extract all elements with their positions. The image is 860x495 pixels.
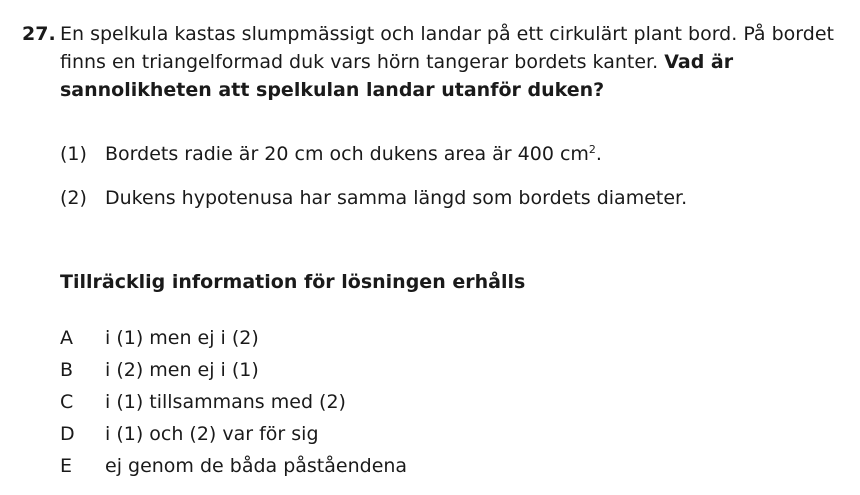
question-text-bold: Vad är sannolikheten att spelkulan landar utanför duken? (60, 51, 734, 101)
option-c[interactable] (60, 386, 407, 418)
statement-text-tail: . (595, 143, 602, 165)
statement-2 (60, 184, 687, 212)
option-text: i (1) och (2) var för sig (105, 423, 319, 445)
statement-number: (2) (60, 187, 87, 209)
question-block (22, 20, 842, 104)
statement-text (105, 140, 602, 168)
option-letter: D (60, 423, 75, 445)
question-text (60, 20, 842, 104)
option-b[interactable] (60, 354, 407, 386)
question-header (22, 20, 842, 104)
question-number: 27. (22, 23, 56, 45)
option-a[interactable] (60, 322, 407, 354)
answer-options (60, 322, 407, 482)
option-letter: C (60, 391, 74, 413)
option-text: i (1) men ej i (2) (105, 327, 259, 349)
statement-text: Dukens hypotenusa har samma längd som bordets diameter. (105, 187, 688, 209)
option-text: ej genom de båda påståendena (105, 455, 408, 477)
statements-list (60, 140, 687, 212)
option-text: i (1) tillsammans med (2) (105, 391, 346, 413)
option-letter: B (60, 359, 74, 381)
info-heading: Tillräcklig information för lösningen erhålls (60, 271, 526, 293)
question-text-plain: En spelkula kastas slumpmässigt och landar på ett cirkulärt plant bord. På bordet finns en triangelformad duk vars hörn tangerar bordets kanter. (60, 23, 834, 73)
option-d[interactable] (60, 418, 407, 450)
option-letter: A (60, 327, 73, 349)
statement-number: (1) (60, 143, 87, 165)
option-text: i (2) men ej i (1) (105, 359, 259, 381)
statement-text-main: Bordets radie är 20 cm och dukens area är 400 cm (105, 143, 589, 165)
superscript: 2 (588, 143, 596, 156)
statement-1 (60, 140, 687, 168)
option-letter: E (60, 455, 73, 477)
option-e[interactable] (60, 450, 407, 482)
